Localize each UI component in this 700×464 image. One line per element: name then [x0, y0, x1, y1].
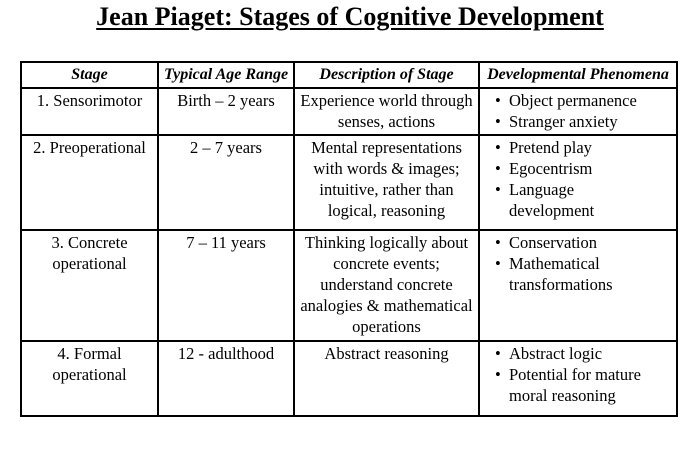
stage-cell: 3. Concrete operational: [21, 230, 158, 341]
stage-cell: 4. Formal operational: [21, 341, 158, 416]
description-cell: Experience world through senses, actions: [294, 88, 479, 135]
age-cell: 2 – 7 years: [158, 135, 294, 230]
header-age-range: Typical Age Range: [158, 62, 294, 88]
table-header-row: [21, 62, 677, 88]
phenomenon-item: • Egocentrism: [495, 159, 593, 178]
bullet-icon: •: [495, 344, 501, 363]
phenomenon-item: • Language development: [495, 180, 595, 220]
phenomenon-item: • Potential for mature moral reasoning: [495, 365, 641, 405]
bullet-icon: •: [495, 365, 501, 384]
phenomena-cell: [479, 230, 677, 341]
phenomena-cell: [479, 135, 677, 230]
phenomena-cell: [479, 88, 677, 135]
bullet-icon: •: [495, 112, 501, 131]
stages-table: [20, 61, 678, 417]
bullet-icon: •: [495, 91, 501, 110]
age-cell: 7 – 11 years: [158, 230, 294, 341]
table-row: [21, 230, 677, 341]
phenomenon-item: • Stranger anxiety: [495, 112, 618, 131]
age-cell: 12 - adulthood: [158, 341, 294, 416]
bullet-icon: •: [495, 233, 501, 252]
description-cell: Abstract reasoning: [294, 341, 479, 416]
phenomena-cell: [479, 341, 677, 416]
header-description: Description of Stage: [294, 62, 479, 88]
phenomenon-item: • Conservation: [495, 233, 597, 252]
bullet-icon: •: [495, 138, 501, 157]
header-phenomena: Developmental Phenomena: [479, 62, 677, 88]
table-row: [21, 341, 677, 416]
table-row: [21, 135, 677, 230]
phenomenon-item: • Object permanence: [495, 91, 637, 110]
stage-cell: 2. Preoperational: [21, 135, 158, 230]
description-cell: Mental representations with words & images; intuitive, rather than logical, reasoning: [294, 135, 479, 230]
phenomenon-item: • Abstract logic: [495, 344, 603, 363]
page-title: Jean Piaget: Stages of Cognitive Development: [96, 2, 604, 31]
phenomenon-item: • Mathematical transformations: [495, 254, 613, 294]
phenomenon-item: • Pretend play: [495, 138, 592, 157]
table-row: [21, 88, 677, 135]
bullet-icon: •: [495, 159, 501, 178]
header-stage: Stage: [21, 62, 158, 88]
description-cell: Thinking logically about concrete events; understand concrete analogies & mathematical operations: [294, 230, 479, 341]
bullet-icon: •: [495, 254, 501, 273]
age-cell: Birth – 2 years: [158, 88, 294, 135]
bullet-icon: •: [495, 180, 501, 199]
stage-cell: 1. Sensorimotor: [21, 88, 158, 135]
